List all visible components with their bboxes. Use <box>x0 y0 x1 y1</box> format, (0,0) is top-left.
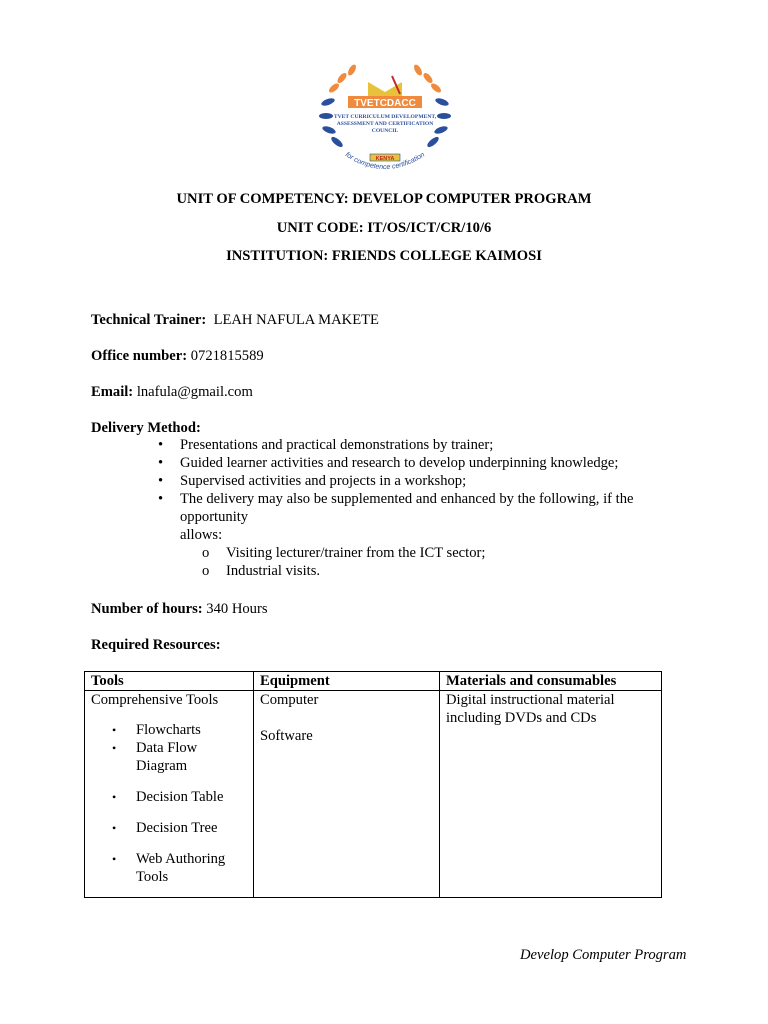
list-item: • Decision Tree <box>112 820 218 836</box>
trainer-value: LEAH NAFULA MAKETE <box>213 312 379 328</box>
page-footer: Develop Computer Program <box>520 947 687 963</box>
bullet-icon: • <box>112 821 117 835</box>
resources-table <box>84 671 662 898</box>
delivery-label: Delivery Method: <box>91 420 201 436</box>
list-item: • Presentations and practical demonstrations by trainer; <box>158 437 494 453</box>
column-header-materials: Materials and consumables <box>440 672 662 691</box>
bullet-icon: • <box>158 455 164 471</box>
bullet-icon: • <box>112 723 117 737</box>
email-value: lnafula@gmail.com <box>136 384 253 400</box>
hours-label: Number of hours: <box>91 601 203 617</box>
list-item: • The delivery may also be supplemented and enhanced by the following, if the opportunity allows: o Visiting lecturer/trainer from the ICT sector; o Industrial visits. <box>180 490 670 580</box>
list-item: • Decision Table <box>112 789 224 805</box>
sub-list-item: o Visiting lecturer/trainer from the ICT sector; <box>202 545 486 561</box>
table-row <box>85 691 662 898</box>
tools-cell <box>85 691 254 898</box>
list-item: • Guided learner activities and research to develop underpinning knowledge; <box>158 455 619 471</box>
sub-list <box>180 544 670 580</box>
table-header-row <box>85 672 662 691</box>
list-item: • Web Authoring Tools <box>112 851 226 885</box>
tools-list <box>91 721 247 886</box>
email-field <box>91 383 253 401</box>
bullet-icon: • <box>112 790 117 804</box>
list-item: • Data Flow Diagram <box>112 740 198 774</box>
list-item: • Flowcharts <box>112 722 201 738</box>
tools-intro: Comprehensive Tools <box>91 692 219 708</box>
tvetcdacc-logo <box>318 62 452 178</box>
bullet-icon: • <box>158 437 164 453</box>
bullet-icon: • <box>158 473 164 489</box>
resources-label: Required Resources: <box>91 637 221 653</box>
sub-list-item: o Industrial visits. <box>202 563 321 579</box>
email-label: Email: <box>91 384 134 400</box>
logo-leaves-right <box>412 63 442 94</box>
trainer-field <box>91 311 379 329</box>
logo-leaves-left <box>327 63 357 94</box>
hours-value: 340 Hours <box>206 601 268 617</box>
svg-text:KENYA: KENYA <box>375 156 395 162</box>
svg-text:for competence certification: for competence certification <box>343 151 427 172</box>
delivery-method-list <box>158 436 670 580</box>
svg-text:TVETCDACC: TVETCDACC <box>354 98 416 109</box>
institution-heading: INSTITUTION: FRIENDS COLLEGE KAIMOSI <box>226 248 542 264</box>
svg-text:TVET CURRICULUM DEVELOPMENT,: TVET CURRICULUM DEVELOPMENT, <box>333 114 437 120</box>
materials-cell: Digital instructional material including DVDs and CDs <box>440 691 662 898</box>
office-field <box>91 347 264 365</box>
bullet-icon: • <box>112 852 117 866</box>
column-header-equipment: Equipment <box>254 672 440 691</box>
unit-code-heading: UNIT CODE: IT/OS/ICT/CR/10/6 <box>276 220 492 236</box>
unit-of-competency-heading: UNIT OF COMPETENCY: DEVELOP COMPUTER PROGRAM <box>176 191 592 207</box>
bullet-icon: • <box>158 491 164 507</box>
equipment-cell <box>254 691 440 898</box>
circle-bullet-icon: o <box>202 563 210 579</box>
hours-field <box>91 600 268 618</box>
list-item: • Supervised activities and projects in a workshop; <box>158 473 467 489</box>
bullet-icon: • <box>112 741 117 755</box>
equipment-item: Computer <box>260 692 319 708</box>
circle-bullet-icon: o <box>202 545 210 561</box>
svg-text:COUNCIL: COUNCIL <box>371 128 399 134</box>
trainer-label: Technical Trainer: <box>91 312 207 328</box>
office-value: 0721815589 <box>190 348 264 364</box>
office-label: Office number: <box>91 348 188 364</box>
column-header-tools: Tools <box>85 672 254 691</box>
svg-text:ASSESSMENT AND CERTIFICATION: ASSESSMENT AND CERTIFICATION <box>336 121 434 127</box>
equipment-item: Software <box>260 728 313 744</box>
